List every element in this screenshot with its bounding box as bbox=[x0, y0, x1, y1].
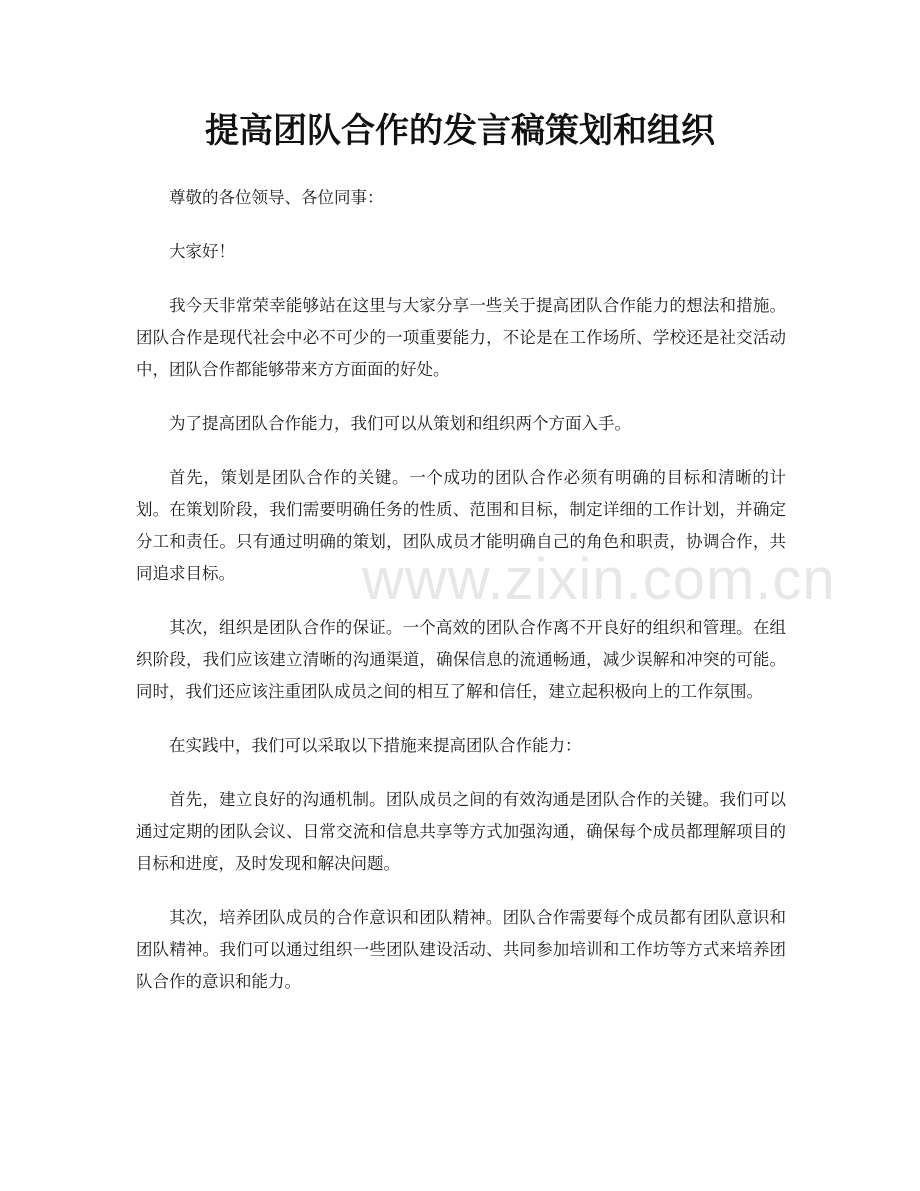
paragraph: 为了提高团队合作能力，我们可以从策划和组织两个方面入手。 bbox=[169, 414, 631, 433]
paragraph: 其次，培养团队成员的合作意识和团队精神。团队合作需要每个成员都有团队意识和团队精神。我们可以通过组织一些团队建设活动、共同参加培训和工作坊等方式来培养团队合作的意识和能力。 bbox=[136, 908, 786, 991]
paragraph: 在实践中，我们可以采取以下措施来提高团队合作能力： bbox=[169, 736, 582, 755]
page-title: 提高团队合作的发言稿策划和组织 bbox=[205, 111, 715, 151]
paragraph: 尊敬的各位领导、各位同事： bbox=[169, 188, 384, 207]
paragraph: 我今天非常荣幸能够站在这里与大家分享一些关于提高团队合作能力的想法和措施。团队合作是现代社会中必不可少的一项重要能力，不论是在工作场所、学校还是社交活动中，团队合作都能够带来方方面面的好处。 bbox=[136, 296, 786, 379]
paragraph: 其次，组织是团队合作的保证。一个高效的团队合作离不开良好的组织和管理。在组织阶段，我们应该建立清晰的沟通渠道，确保信息的流通畅通，减少误解和冲突的可能。同时，我们还应该注重团队成员之间的相互了解和信任，建立起积极向上的工作氛围。 bbox=[136, 618, 786, 701]
document-body bbox=[136, 182, 786, 1020]
paragraph: 首先，策划是团队合作的关键。一个成功的团队合作必须有明确的目标和清晰的计划。在策划阶段，我们需要明确任务的性质、范围和目标，制定详细的工作计划，并确定分工和责任。只有通过明确的策划，团队成员才能明确自己的角色和职责，协调合作，共同追求目标。 bbox=[136, 468, 786, 583]
paragraph: 大家好！ bbox=[169, 242, 235, 261]
watermark: www.zixin.com.cn bbox=[362, 547, 836, 612]
paragraph: 首先，建立良好的沟通机制。团队成员之间的有效沟通是团队合作的关键。我们可以通过定期的团队会议、日常交流和信息共享等方式加强沟通，确保每个成员都理解项目的目标和进度，及时发现和解决问题。 bbox=[136, 790, 786, 873]
